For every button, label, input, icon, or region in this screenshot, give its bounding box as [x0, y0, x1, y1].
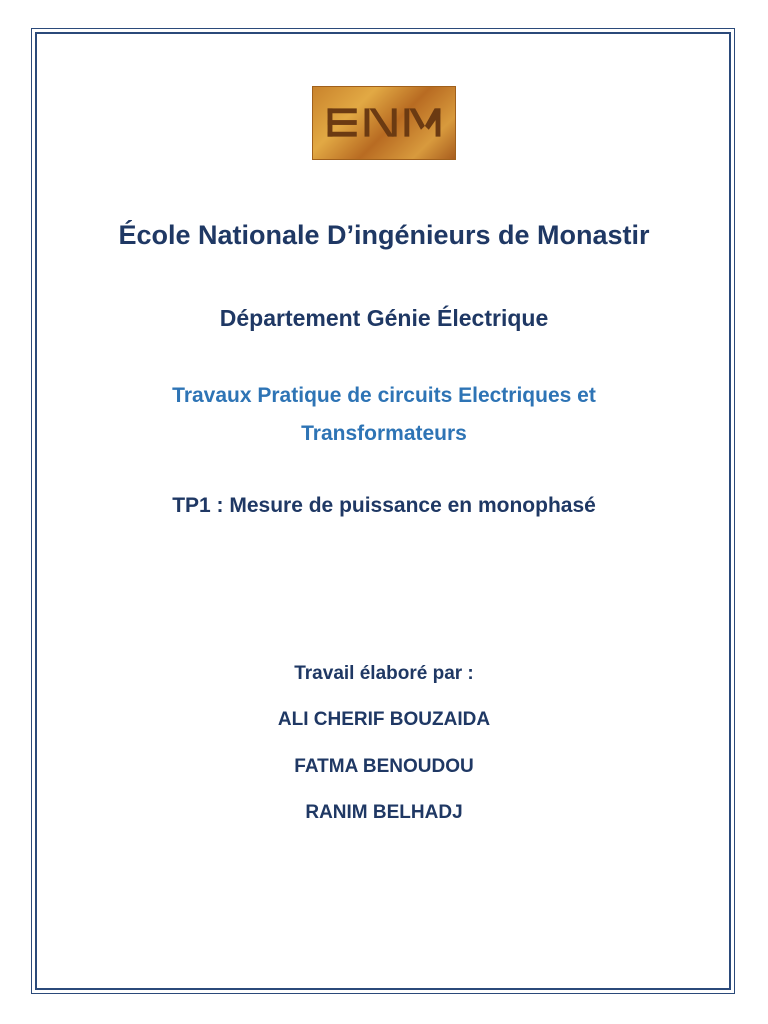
tp-title: TP1 : Mesure de puissance en monophasé: [172, 494, 596, 517]
course-title-line-1: Travaux Pratique de circuits Electriques et: [172, 384, 596, 407]
author-name: ALI CHERIF BOUZAIDA: [277, 709, 491, 730]
author-name: FATMA BENOUDOU: [294, 756, 474, 777]
author-name: RANIM BELHADJ: [305, 802, 463, 823]
authors-label: Travail élaboré par :: [294, 663, 474, 684]
enim-logo: [312, 86, 456, 160]
school-name: École Nationale D’ingénieurs de Monastir: [118, 220, 650, 250]
course-title-line-2: Transformateurs: [301, 422, 467, 445]
department-name: Département Génie Électrique: [219, 305, 549, 331]
enim-logo-mark: [313, 87, 455, 159]
